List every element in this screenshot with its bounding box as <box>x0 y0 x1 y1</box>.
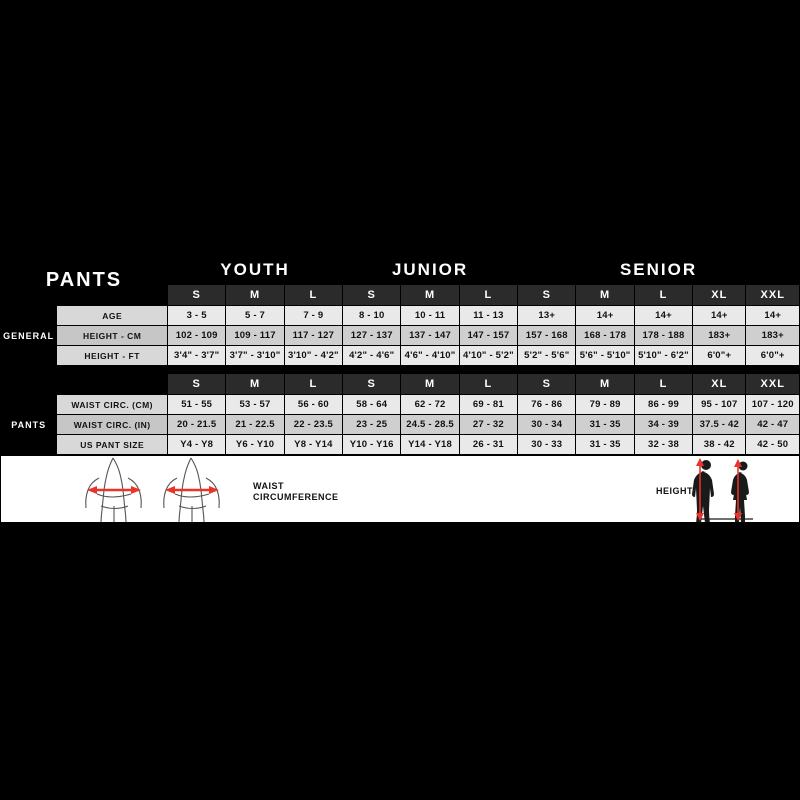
cell-height-cm-3: 127 - 137 <box>343 326 401 346</box>
cell-waist-cm-1: 53 - 57 <box>226 395 284 415</box>
table-row <box>1 415 800 435</box>
cell-us-size-4: Y14 - Y18 <box>401 435 459 455</box>
page-title: PANTS <box>1 256 168 306</box>
size-header-youth-m: M <box>226 285 284 306</box>
cell-us-size-7: 31 - 35 <box>576 435 634 455</box>
cell-waist-in-5: 27 - 32 <box>459 415 517 435</box>
section-label-general: GENERAL <box>1 306 57 366</box>
size-header-row-pants <box>1 374 800 395</box>
cell-height-cm-9: 183+ <box>693 326 746 346</box>
cell-us-size-10: 42 - 50 <box>746 435 800 455</box>
size-header-senior-xl: XL <box>693 285 746 306</box>
cell-age-8: 14+ <box>634 306 692 326</box>
cell-height-cm-5: 147 - 157 <box>459 326 517 346</box>
table-row <box>1 346 800 366</box>
waist-arrow-left-head <box>87 486 97 494</box>
cell-waist-cm-6: 76 - 86 <box>518 395 576 415</box>
cell-waist-in-1: 21 - 22.5 <box>226 415 284 435</box>
size-header2-youth-m: M <box>226 374 284 395</box>
table-row <box>1 306 800 326</box>
cell-height-ft-8: 5'10" - 6'2" <box>634 346 692 366</box>
cell-age-2: 7 - 9 <box>284 306 342 326</box>
cell-height-ft-2: 3'10" - 4'2" <box>284 346 342 366</box>
row-label-height-cm: HEIGHT - CM <box>57 326 168 346</box>
cell-height-cm-7: 168 - 178 <box>576 326 634 346</box>
table-row <box>1 395 800 415</box>
height-label: HEIGHT <box>656 486 694 496</box>
size-chart-table <box>0 255 800 455</box>
cell-height-ft-9: 6'0"+ <box>693 346 746 366</box>
cell-height-ft-1: 3'7" - 3'10" <box>226 346 284 366</box>
cell-age-3: 8 - 10 <box>343 306 401 326</box>
table-row <box>1 326 800 346</box>
cell-height-ft-4: 4'6" - 4'10" <box>401 346 459 366</box>
cell-height-ft-0: 3'4" - 3'7" <box>168 346 226 366</box>
cell-waist-in-2: 22 - 23.5 <box>284 415 342 435</box>
cell-waist-cm-7: 79 - 89 <box>576 395 634 415</box>
cell-waist-in-3: 23 - 25 <box>343 415 401 435</box>
size-header2-senior-m: M <box>576 374 634 395</box>
cell-waist-in-9: 37.5 - 42 <box>693 415 746 435</box>
group-header-senior: SENIOR <box>518 256 800 285</box>
cell-height-cm-2: 117 - 127 <box>284 326 342 346</box>
cell-age-6: 13+ <box>518 306 576 326</box>
size-header-senior-s: S <box>518 285 576 306</box>
cell-us-size-2: Y8 - Y14 <box>284 435 342 455</box>
size-header2-junior-s: S <box>343 374 401 395</box>
cell-age-4: 10 - 11 <box>401 306 459 326</box>
size-chart <box>0 255 800 523</box>
cell-height-cm-1: 109 - 117 <box>226 326 284 346</box>
cell-height-cm-4: 137 - 147 <box>401 326 459 346</box>
size-header2-junior-l: L <box>459 374 517 395</box>
cell-waist-in-8: 34 - 39 <box>634 415 692 435</box>
cell-age-9: 14+ <box>693 306 746 326</box>
size-header2-youth-l: L <box>284 374 342 395</box>
cell-age-1: 5 - 7 <box>226 306 284 326</box>
cell-waist-cm-8: 86 - 99 <box>634 395 692 415</box>
size-header-senior-xxl: XXL <box>746 285 800 306</box>
waist-label-line2: CIRCUMFERENCE <box>253 492 339 502</box>
row-label-waist-cm: WAIST CIRC. (CM) <box>57 395 168 415</box>
size-header2-junior-m: M <box>401 374 459 395</box>
cell-height-cm-8: 178 - 188 <box>634 326 692 346</box>
cell-waist-cm-9: 95 - 107 <box>693 395 746 415</box>
measurement-illustration <box>0 455 800 523</box>
size-header2-senior-s: S <box>518 374 576 395</box>
cell-us-size-5: 26 - 31 <box>459 435 517 455</box>
size-header-junior-l: L <box>459 285 517 306</box>
size-header2-senior-xl: XL <box>693 374 746 395</box>
waist-circumference-label <box>253 481 339 503</box>
cell-height-cm-10: 183+ <box>746 326 800 346</box>
cell-waist-cm-4: 62 - 72 <box>401 395 459 415</box>
size-header-junior-m: M <box>401 285 459 306</box>
row-label-height-ft: HEIGHT - FT <box>57 346 168 366</box>
cell-height-ft-7: 5'6" - 5'10" <box>576 346 634 366</box>
cell-height-ft-10: 6'0"+ <box>746 346 800 366</box>
cell-waist-in-0: 20 - 21.5 <box>168 415 226 435</box>
cell-waist-cm-2: 56 - 60 <box>284 395 342 415</box>
cell-age-0: 3 - 5 <box>168 306 226 326</box>
cell-waist-in-4: 24.5 - 28.5 <box>401 415 459 435</box>
cell-us-size-6: 30 - 33 <box>518 435 576 455</box>
cell-us-size-3: Y10 - Y16 <box>343 435 401 455</box>
waist-arrow-right2-head-left <box>165 486 175 494</box>
cell-waist-in-6: 30 - 34 <box>518 415 576 435</box>
size-header2-youth-s: S <box>168 374 226 395</box>
size-header-junior-s: S <box>343 285 401 306</box>
cell-us-size-8: 32 - 38 <box>634 435 692 455</box>
cell-waist-cm-0: 51 - 55 <box>168 395 226 415</box>
section-divider <box>1 366 800 374</box>
size-header-youth-s: S <box>168 285 226 306</box>
size-header-senior-l: L <box>634 285 692 306</box>
cell-age-5: 11 - 13 <box>459 306 517 326</box>
cell-height-cm-6: 157 - 168 <box>518 326 576 346</box>
cell-height-cm-0: 102 - 109 <box>168 326 226 346</box>
table-row <box>1 435 800 455</box>
size-header-senior-m: M <box>576 285 634 306</box>
row-label-waist-in: WAIST CIRC. (IN) <box>57 415 168 435</box>
group-header-youth: YOUTH <box>168 256 343 285</box>
row-label-age: AGE <box>57 306 168 326</box>
cell-age-7: 14+ <box>576 306 634 326</box>
cell-height-ft-5: 4'10" - 5'2" <box>459 346 517 366</box>
cell-us-size-0: Y4 - Y8 <box>168 435 226 455</box>
cell-height-ft-6: 5'2" - 5'6" <box>518 346 576 366</box>
group-header-row <box>1 256 800 285</box>
section-label-pants: PANTS <box>1 395 57 455</box>
cell-waist-in-7: 31 - 35 <box>576 415 634 435</box>
row-label-us-pant-size: US PANT SIZE <box>57 435 168 455</box>
waist-label-line1: WAIST <box>253 481 284 491</box>
pants-header-spacer <box>1 374 168 395</box>
group-header-junior: JUNIOR <box>343 256 518 285</box>
cell-us-size-1: Y6 - Y10 <box>226 435 284 455</box>
cell-us-size-9: 38 - 42 <box>693 435 746 455</box>
cell-waist-cm-5: 69 - 81 <box>459 395 517 415</box>
size-header2-senior-l: L <box>634 374 692 395</box>
cell-waist-cm-3: 58 - 64 <box>343 395 401 415</box>
cell-waist-cm-10: 107 - 120 <box>746 395 800 415</box>
cell-height-ft-3: 4'2" - 4'6" <box>343 346 401 366</box>
cell-waist-in-10: 42 - 47 <box>746 415 800 435</box>
size-header-youth-l: L <box>284 285 342 306</box>
size-header2-senior-xxl: XXL <box>746 374 800 395</box>
cell-age-10: 14+ <box>746 306 800 326</box>
